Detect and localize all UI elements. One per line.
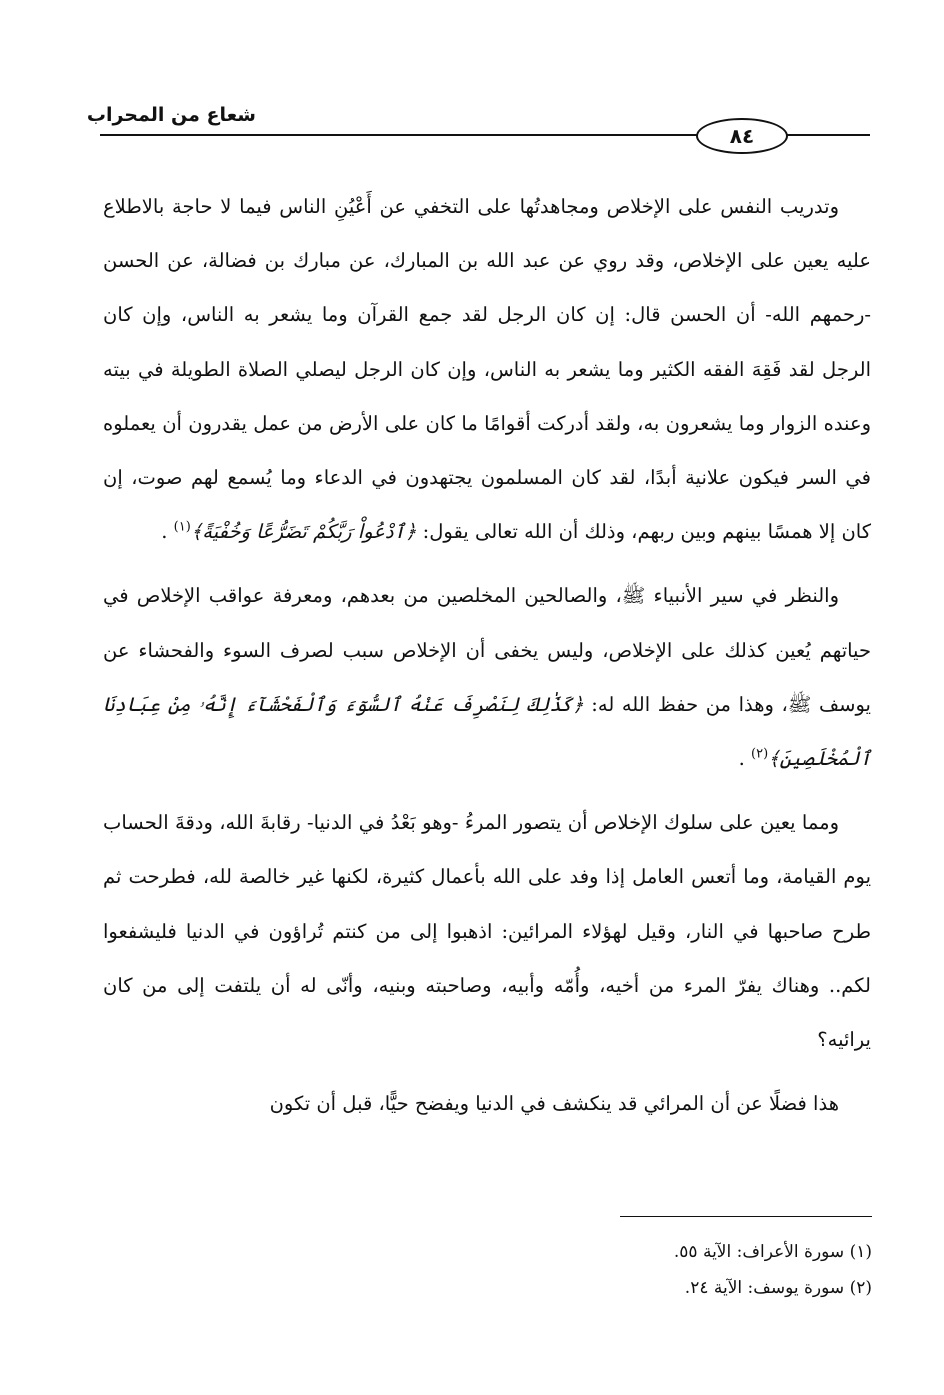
- footnote: (٢) سورة يوسف: الآية ٢٤.: [684, 1278, 872, 1298]
- quran-verse: ﴿ٱدْعُواْ رَبَّكُمْ تَضَرُّعًا وَخُفْيَةً﴾: [190, 520, 417, 544]
- text-segment: وتدريب النفس على الإخلاص ومجاهدتُها على التخفي عن أَعْيُنِ الناس فيما لا حاجة بالاطلاع عليه يعين على الإخلاص، وقد روي عن عبد الله بن المبارك، عن مبارك بن فضالة، عن الحسن -رحمهم الله- أن الحسن قال: إن كان الرجل لقد جمع القرآن وما يشعر به الناس، وإن كان الرجل لقد فَقِهَ الفقه الكثير وما يشعر به الناس، وإن كان الرجل ليصلي الصلاة الطويلة في بيته وعنده الزوار وما يشعرون به، ولقد أدركت أقوامًا ما كان على الأرض من عمل يقدرون أن يعملوه في السر فيكون علانية أبدًا، لقد كان المسلمون يجتهدون في الدعاء وما يُسمع لهم صوت، إن كان إلا همسًا بينهم وبين ربهم، وذلك أن الله تعالى يقول:: [103, 195, 871, 544]
- paragraph: [103, 569, 871, 786]
- footnote-rule: [620, 1216, 872, 1217]
- running-title: شعاع من المحراب: [86, 104, 256, 126]
- footnote-marker: (٢): [751, 746, 769, 762]
- body-text: [103, 180, 871, 1131]
- footnote: (١) سورة الأعراف: الآية ٥٥.: [673, 1242, 872, 1262]
- text-segment: .: [738, 747, 752, 771]
- quran-verse: ﴿كَذَٰلِكَ لِنَصْرِفَ عَنْهُ ٱلسُّوٓءَ وَٱلْفَحْشَآءَ إِنَّهُۥ مِنْ عِبَادِنَا ٱلْمُخْلَصِينَ﴾: [103, 692, 871, 771]
- text-segment: هذا فضلًا عن أن المرائي قد ينكشف في الدنيا ويفضح حيًّا، قبل أن تكون: [269, 1092, 839, 1116]
- page-number: ٨٤: [696, 118, 788, 154]
- footnotes: [472, 1234, 872, 1306]
- paragraph: [103, 796, 871, 1067]
- text-segment: والنظر في سير الأنبياء ﷺ، والصالحين المخلصين من بعدهم، ومعرفة عواقب الإخلاص في حياتهم يُعين كذلك على الإخلاص، وليس يخفى أن الإخلاص سبب لصرف السوء والفحشاء عن يوسف ﷺ، وهذا من حفظ الله له:: [103, 584, 871, 716]
- paragraph: [103, 180, 871, 559]
- text-segment: .: [161, 520, 174, 544]
- text-segment: ومما يعين على سلوك الإخلاص أن يتصور المرءُ -وهو بَعْدُ في الدنيا- رقابةَ الله، ودقةَ الحساب يوم القيامة، وما أتعس العامل إذا وفد على الله بأعمال كثيرة، لكنها غير خالصة لله، فطرحت ثم طرح صاحبها في النار، وقيل لهؤلاء المرائين: اذهبوا إلى من كنتم تُراؤون في الدنيا فليشفعوا لكم.. وهناك يفرّ المرء من أخيه، وأُمّه وأبيه، وصاحبته وبنيه، وأنّى له أن يلتفت إلى من كان يرائيه؟: [103, 811, 871, 1052]
- footnote-marker: (١): [173, 519, 191, 535]
- paragraph: [103, 1077, 871, 1131]
